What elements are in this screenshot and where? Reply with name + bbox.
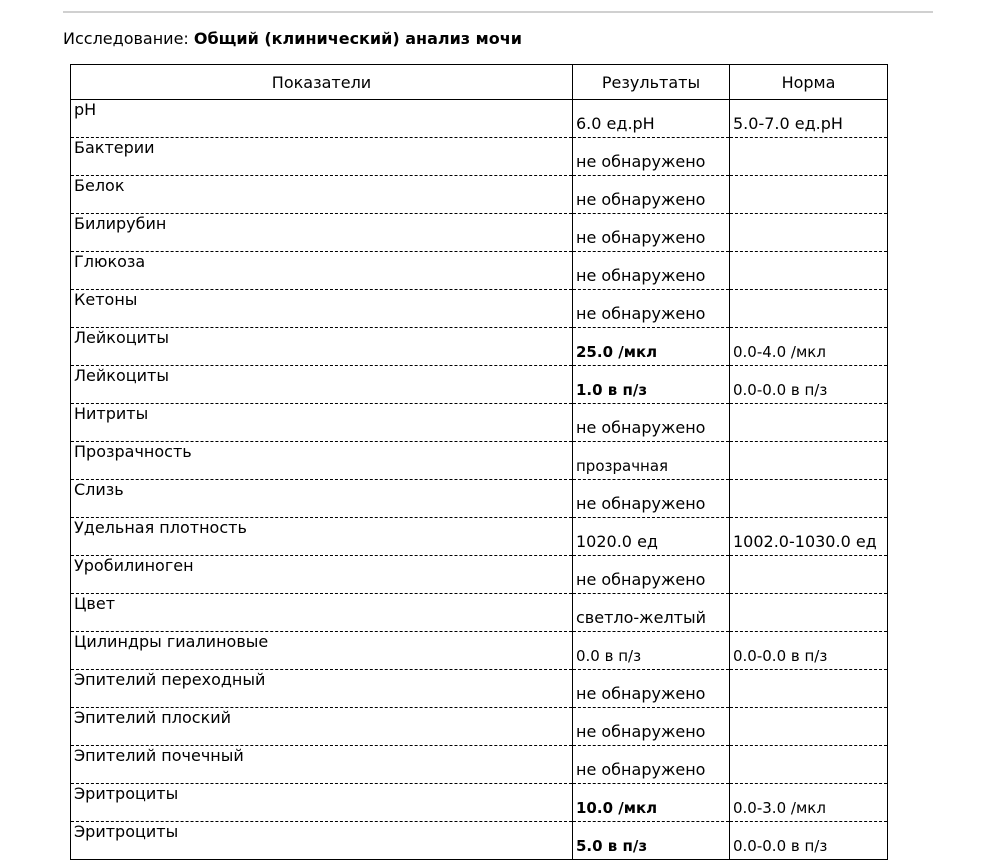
indicator-cell: Эпителий почечный: [71, 746, 573, 784]
table-row: [71, 138, 888, 176]
norm-cell: [730, 708, 888, 746]
result-cell: 6.0 ед.pH: [573, 100, 730, 138]
norm-cell: 0.0-0.0 в п/з: [730, 822, 888, 860]
table-row: [71, 746, 888, 784]
norm-cell: [730, 252, 888, 290]
norm-cell: 1002.0-1030.0 ед: [730, 518, 888, 556]
norm-cell: [730, 442, 888, 480]
table-header-row: [71, 65, 888, 100]
header-indicator: Показатели: [71, 65, 573, 100]
indicator-cell: Эпителий плоский: [71, 708, 573, 746]
table-row: [71, 556, 888, 594]
table-row: [71, 176, 888, 214]
study-label: Исследование:: [63, 29, 189, 48]
result-cell: не обнаружено: [573, 746, 730, 784]
table-row: [71, 366, 888, 404]
result-cell: прозрачная: [573, 442, 730, 480]
results-table-body: [71, 100, 888, 860]
norm-cell: 5.0-7.0 ед.pH: [730, 100, 888, 138]
table-row: [71, 252, 888, 290]
result-cell: не обнаружено: [573, 290, 730, 328]
indicator-cell: Эритроциты: [71, 822, 573, 860]
norm-cell: [730, 746, 888, 784]
table-row: [71, 632, 888, 670]
results-table: [70, 64, 888, 860]
header-norm: Норма: [730, 65, 888, 100]
study-name: Общий (клинический) анализ мочи: [193, 29, 522, 48]
indicator-cell: Удельная плотность: [71, 518, 573, 556]
indicator-cell: Глюкоза: [71, 252, 573, 290]
norm-cell: [730, 670, 888, 708]
indicator-cell: Билирубин: [71, 214, 573, 252]
header-result: Результаты: [573, 65, 730, 100]
table-row: [71, 214, 888, 252]
result-cell: не обнаружено: [573, 138, 730, 176]
indicator-cell: Цвет: [71, 594, 573, 632]
result-cell: не обнаружено: [573, 404, 730, 442]
table-row: [71, 822, 888, 860]
norm-cell: 0.0-3.0 /мкл: [730, 784, 888, 822]
result-cell: не обнаружено: [573, 176, 730, 214]
norm-cell: 0.0-0.0 в п/з: [730, 632, 888, 670]
indicator-cell: Эритроциты: [71, 784, 573, 822]
indicator-cell: Нитриты: [71, 404, 573, 442]
indicator-cell: Уробилиноген: [71, 556, 573, 594]
norm-cell: 0.0-4.0 /мкл: [730, 328, 888, 366]
result-cell: не обнаружено: [573, 708, 730, 746]
result-cell: светло-желтый: [573, 594, 730, 632]
indicator-cell: pH: [71, 100, 573, 138]
result-cell: 1020.0 ед: [573, 518, 730, 556]
norm-cell: [730, 594, 888, 632]
indicator-cell: Лейкоциты: [71, 328, 573, 366]
table-row: [71, 290, 888, 328]
norm-cell: 0.0-0.0 в п/з: [730, 366, 888, 404]
norm-cell: [730, 404, 888, 442]
result-cell: не обнаружено: [573, 556, 730, 594]
table-row: [71, 708, 888, 746]
norm-cell: [730, 138, 888, 176]
result-cell: 25.0 /мкл: [573, 328, 730, 366]
norm-cell: [730, 290, 888, 328]
table-row: [71, 328, 888, 366]
table-row: [71, 442, 888, 480]
study-title: [63, 29, 522, 49]
result-cell: не обнаружено: [573, 252, 730, 290]
table-row: [71, 100, 888, 138]
result-cell: 1.0 в п/з: [573, 366, 730, 404]
table-row: [71, 518, 888, 556]
norm-cell: [730, 556, 888, 594]
result-cell: 10.0 /мкл: [573, 784, 730, 822]
result-cell: не обнаружено: [573, 214, 730, 252]
result-cell: 0.0 в п/з: [573, 632, 730, 670]
indicator-cell: Бактерии: [71, 138, 573, 176]
indicator-cell: Кетоны: [71, 290, 573, 328]
indicator-cell: Цилиндры гиалиновые: [71, 632, 573, 670]
result-cell: не обнаружено: [573, 480, 730, 518]
indicator-cell: Лейкоциты: [71, 366, 573, 404]
table-row: [71, 404, 888, 442]
table-row: [71, 670, 888, 708]
norm-cell: [730, 480, 888, 518]
norm-cell: [730, 176, 888, 214]
result-cell: 5.0 в п/з: [573, 822, 730, 860]
norm-cell: [730, 214, 888, 252]
indicator-cell: Эпителий переходный: [71, 670, 573, 708]
result-cell: не обнаружено: [573, 670, 730, 708]
table-row: [71, 480, 888, 518]
indicator-cell: Прозрачность: [71, 442, 573, 480]
indicator-cell: Слизь: [71, 480, 573, 518]
top-divider: [63, 11, 933, 13]
indicator-cell: Белок: [71, 176, 573, 214]
table-row: [71, 594, 888, 632]
